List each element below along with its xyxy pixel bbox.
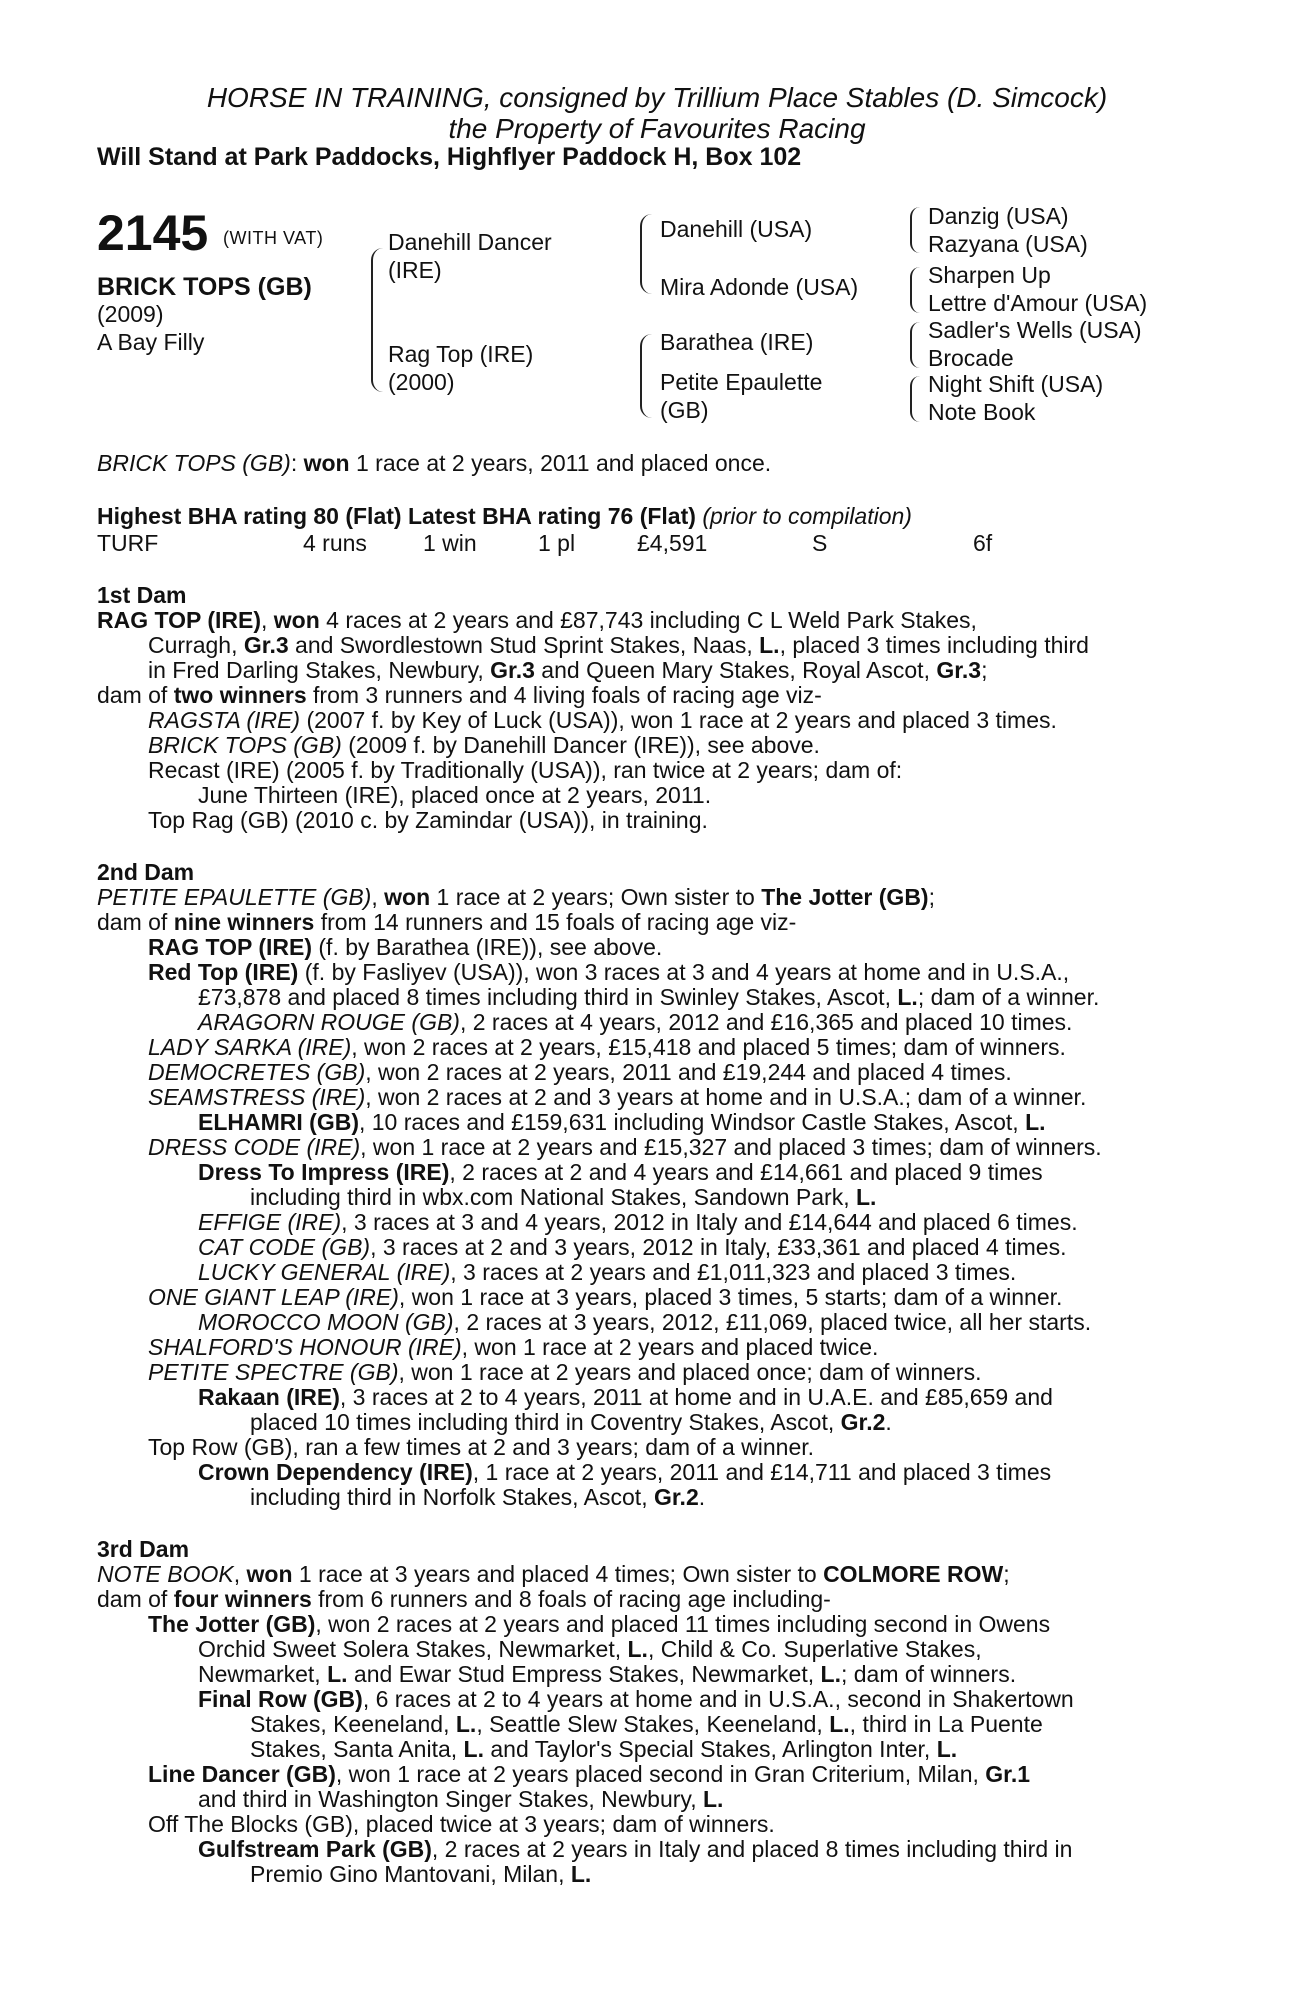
second-dam-line <box>148 1135 1102 1160</box>
second-dam-line: Top Row (GB), ran a few times at 2 and 3 years; dam of a winner. <box>148 1434 815 1460</box>
sister-name-bold: The Jotter (GB) <box>761 884 929 910</box>
first-dam-line <box>148 733 820 758</box>
text: , won 1 race at 2 years and placed once; dam of winners. <box>398 1359 982 1385</box>
grade-bold: Gr.2 <box>840 1409 886 1435</box>
ggd-2: Lettre d'Amour (USA) <box>928 290 1148 316</box>
offspring-name: MOROCCO MOON (GB) <box>198 1309 454 1335</box>
text: , placed 3 times including third <box>779 632 1089 658</box>
offspring-name: ONE GIANT LEAP (IRE) <box>148 1284 399 1310</box>
grade-bold: Gr.3 <box>243 632 289 658</box>
offspring-name: SHALFORD'S HONOUR (IRE) <box>148 1334 462 1360</box>
dam-name: PETITE EPAULETTE (GB) <box>97 884 372 910</box>
location-line: Will Stand at Park Paddocks, Highflyer Paddock H, Box 102 <box>97 143 802 171</box>
winners-bold: nine winners <box>173 909 315 935</box>
summary-text: 1 race at 2 years, 2011 and placed once. <box>349 450 772 476</box>
sire-sire-name: Danehill (USA) <box>660 216 813 242</box>
text: . <box>885 1409 892 1435</box>
turf-surface: TURF <box>97 530 159 556</box>
text: , 2 races at 4 years, 2012 and £16,365 and placed 10 times. <box>459 1009 1073 1035</box>
winners-bold: two winners <box>173 682 307 708</box>
first-dam-heading: 1st Dam <box>97 582 187 608</box>
third-dam-line <box>198 1662 1016 1687</box>
second-dam-line <box>198 1260 1016 1285</box>
offspring-name: DRESS CODE (IRE) <box>148 1134 361 1160</box>
second-dam-line <box>148 1335 878 1360</box>
sister-name-bold: COLMORE ROW <box>823 1561 1004 1587</box>
offspring-name-bold: Dress To Impress (IRE) <box>198 1159 450 1185</box>
text: dam of <box>97 1586 174 1612</box>
ggs-1: Danzig (USA) <box>928 203 1069 229</box>
text: (2007 f. by Key of Luck (USA)), won 1 race at 2 years and placed 3 times. <box>300 707 1057 733</box>
text: ; <box>1003 1561 1010 1587</box>
horse-description: A Bay Filly <box>97 329 205 355</box>
first-dam-line <box>97 608 977 633</box>
ggs-3: Sadler's Wells (USA) <box>928 317 1142 343</box>
text: dam of <box>97 909 174 935</box>
text: 1 race at 3 years and placed 4 times; Own sister to <box>292 1561 824 1587</box>
offspring-name-bold: Final Row (GB) <box>198 1686 363 1712</box>
grade-bold: L. <box>455 1711 477 1737</box>
grade-bold: L. <box>759 632 780 658</box>
second-dam-line <box>250 1485 705 1510</box>
ggd-4: Note Book <box>928 399 1036 425</box>
offspring-name: LUCKY GENERAL (IRE) <box>198 1259 451 1285</box>
offspring-name-bold: Red Top (IRE) <box>148 959 299 985</box>
text: and Queen Mary Stakes, Royal Ascot, <box>534 657 937 683</box>
text: , 1 race at 2 years, 2011 and £14,711 and placed 3 times <box>472 1459 1052 1485</box>
grade-bold: L. <box>327 1661 348 1687</box>
third-dam-heading: 3rd Dam <box>97 1536 190 1562</box>
text: , <box>371 884 385 910</box>
offspring-name: PETITE SPECTRE (GB) <box>148 1359 399 1385</box>
second-dam-line <box>198 1110 1046 1135</box>
text: ; dam of winners. <box>840 1661 1017 1687</box>
third-dam-line: Off The Blocks (GB), placed twice at 3 years; dam of winners. <box>148 1811 775 1837</box>
offspring-name-bold: Crown Dependency (IRE) <box>198 1459 473 1485</box>
vat-label: (WITH VAT) <box>223 228 324 248</box>
grade-bold: L. <box>702 1786 724 1812</box>
text: , won 2 races at 2 years, £15,418 and placed 5 times; dam of winners. <box>351 1034 1066 1060</box>
winners-bold: four winners <box>173 1586 312 1612</box>
offspring-name: CAT CODE (GB) <box>198 1234 371 1260</box>
text: (f. by Barathea (IRE)), see above. <box>312 934 663 960</box>
second-dam-line <box>148 960 1069 985</box>
ggd-3: Brocade <box>928 345 1014 371</box>
text: ; <box>981 657 988 683</box>
offspring-name: SEAMSTRESS (IRE) <box>148 1084 366 1110</box>
first-dam-line <box>148 658 988 683</box>
dam-year: (2000) <box>388 369 455 395</box>
text: , 3 races at 3 and 4 years, 2012 in Italy and £14,644 and placed 6 times. <box>341 1209 1078 1235</box>
text: , 3 races at 2 years and £1,011,323 and placed 3 times. <box>450 1259 1017 1285</box>
second-dam-line <box>198 1160 1043 1185</box>
summary-name: BRICK TOPS (GB) <box>97 450 291 476</box>
turf-wins: 1 win <box>423 530 477 556</box>
second-dam-line <box>198 1010 1072 1035</box>
text: Premio Gino Mantovani, Milan, <box>250 1861 571 1887</box>
grade-bold: L. <box>627 1636 648 1662</box>
first-dam-line: Recast (IRE) (2005 f. by Traditionally (USA)), ran twice at 2 years; dam of: <box>148 757 903 783</box>
pedigree-brace-sire <box>640 214 652 294</box>
text: , 3 races at 2 and 3 years, 2012 in Italy, £33,361 and placed 4 times. <box>370 1234 1067 1260</box>
offspring-name: EFFIGE (IRE) <box>198 1209 342 1235</box>
dam-dam-name: Petite Epaulette <box>660 369 823 395</box>
third-dam-line <box>148 1762 1030 1787</box>
grade-bold: Gr.2 <box>653 1484 699 1510</box>
pedigree-brace-gg2 <box>910 267 920 313</box>
second-dam-line <box>148 935 662 960</box>
second-dam-line <box>198 1310 1091 1335</box>
text: and Ewar Stud Empress Stakes, Newmarket, <box>347 1661 821 1687</box>
first-dam-line: Top Rag (GB) (2010 c. by Zamindar (USA)), in training. <box>148 807 708 833</box>
second-dam-line <box>250 1185 876 1210</box>
text: , Seattle Slew Stakes, Keeneland, <box>476 1711 830 1737</box>
first-dam-line <box>148 633 1089 658</box>
lot-number: 2145 <box>97 205 209 261</box>
second-dam-line <box>198 1385 1053 1410</box>
text: , 2 races at 3 years, 2012, £11,069, placed twice, all her starts. <box>453 1309 1092 1335</box>
text: , 3 races at 2 to 4 years, 2011 at home and in U.A.E. and £85,659 and <box>339 1384 1053 1410</box>
text: in Fred Darling Stakes, Newbury, <box>148 657 491 683</box>
text: , won 2 races at 2 years and placed 11 times including second in Owens <box>315 1611 1051 1637</box>
text: , won 1 race at 3 years, placed 3 times, 5 starts; dam of a winner. <box>398 1284 1063 1310</box>
second-dam-line <box>250 1410 892 1435</box>
second-dam-line <box>148 1360 981 1385</box>
offspring-name: LADY SARKA (IRE) <box>148 1034 352 1060</box>
second-dam-line <box>198 1235 1066 1260</box>
text: from 6 runners and 8 foals of racing age including- <box>311 1586 831 1612</box>
grade-bold: L. <box>936 1736 958 1762</box>
text: , <box>261 607 274 633</box>
second-dam-line <box>198 985 1099 1010</box>
summary-won: won <box>303 450 350 476</box>
text: , <box>233 1561 247 1587</box>
won-bold: won <box>384 884 431 910</box>
text: , Child & Co. Superlative Stakes, <box>647 1636 982 1662</box>
ggd-1: Razyana (USA) <box>928 231 1088 257</box>
race-summary: BRICK TOPS (GB): won 1 race at 2 years, 2011 and placed once. <box>97 450 772 476</box>
dam-dam-origin: (GB) <box>660 397 709 423</box>
rating-line <box>97 502 912 530</box>
text: and Taylor's Special Stakes, Arlington Inter, <box>483 1736 937 1762</box>
won-bold: won <box>273 607 320 633</box>
second-dam-line <box>97 910 796 935</box>
pedigree-brace-gg3 <box>910 322 920 368</box>
third-dam-line <box>97 1562 1010 1587</box>
third-dam-line <box>198 1787 723 1812</box>
text: , third in La Puente <box>849 1711 1043 1737</box>
consignor-line: HORSE IN TRAINING, consigned by Trillium Place Stables (D. Simcock) <box>206 82 1108 113</box>
text: , won 1 race at 2 years and £15,327 and placed 3 times; dam of winners. <box>360 1134 1102 1160</box>
text: , won 1 race at 2 years and placed twice. <box>461 1334 879 1360</box>
sire-origin: (IRE) <box>388 257 442 283</box>
dam-name: Rag Top (IRE) <box>388 341 534 367</box>
text: dam of <box>97 682 174 708</box>
text: , won 2 races at 2 years, 2011 and £19,244 and placed 4 times. <box>365 1059 1012 1085</box>
offspring-name-bold: Gulfstream Park (GB) <box>198 1836 432 1862</box>
third-dam-line <box>250 1862 591 1887</box>
dam-sire-name: Barathea (IRE) <box>660 329 814 355</box>
text: 1 race at 2 years; Own sister to <box>430 884 762 910</box>
grade-bold: L. <box>1025 1109 1046 1135</box>
grade-bold: L. <box>463 1736 484 1762</box>
text: 4 races at 2 years and £87,743 including C L Weld Park Stakes, <box>319 607 977 633</box>
second-dam-line <box>148 1060 1012 1085</box>
text: (f. by Fasliyev (USA)), won 3 races at 3 and 4 years at home and in U.S.A., <box>298 959 1070 985</box>
third-dam-line <box>97 1587 831 1612</box>
third-dam-line <box>250 1712 1043 1737</box>
text: and Swordlestown Stud Sprint Stakes, Naas, <box>288 632 760 658</box>
rating-bold: Highest BHA rating 80 (Flat) Latest BHA rating 76 (Flat) <box>97 503 696 529</box>
grade-bold: Gr.3 <box>936 657 982 683</box>
turf-going: S <box>812 530 828 556</box>
text: , 6 races at 2 to 4 years at home and in U.S.A., second in Shakertown <box>362 1686 1074 1712</box>
second-dam-line <box>148 1285 1062 1310</box>
second-dam-line <box>198 1460 1051 1485</box>
offspring-name: DEMOCRETES (GB) <box>148 1059 366 1085</box>
turf-earnings: £4,591 <box>637 530 708 556</box>
text: , won 2 races at 2 and 3 years at home and in U.S.A.; dam of a winner. <box>365 1084 1087 1110</box>
text: Curragh, <box>148 632 244 658</box>
sire-dam-name: Mira Adonde (USA) <box>660 274 859 300</box>
dam-name: NOTE BOOK <box>97 1561 234 1587</box>
pedigree-brace-main <box>371 248 385 392</box>
offspring-name-bold: Line Dancer (GB) <box>148 1761 336 1787</box>
grade-bold: Gr.3 <box>490 657 535 683</box>
text: from 14 runners and 15 foals of racing age viz- <box>314 909 797 935</box>
second-dam-line <box>198 1210 1078 1235</box>
text: . <box>698 1484 706 1510</box>
grade-bold: L. <box>855 1184 877 1210</box>
sire-name: Danehill Dancer <box>388 229 552 255</box>
second-dam-heading: 2nd Dam <box>97 859 195 885</box>
text: , 2 races at 2 years in Italy and placed 8 times including third in <box>431 1836 1073 1862</box>
third-dam-line <box>148 1612 1050 1637</box>
rating-note: (prior to compilation) <box>702 503 912 529</box>
offspring-name: BRICK TOPS (GB) <box>148 732 342 758</box>
text: Newmarket, <box>198 1661 328 1687</box>
offspring-name-bold: Rakaan (IRE) <box>198 1384 340 1410</box>
grade-bold: Gr.1 <box>985 1761 1031 1787</box>
third-dam-line <box>198 1837 1072 1862</box>
text: including third in Norfolk Stakes, Ascot, <box>250 1484 654 1510</box>
pedigree-brace-gg4 <box>910 376 920 422</box>
text: including third in wbx.com National Stakes, Sandown Park, <box>250 1184 856 1210</box>
third-dam-line <box>198 1637 982 1662</box>
offspring-name-bold: ELHAMRI (GB) <box>198 1109 359 1135</box>
ggs-4: Night Shift (USA) <box>928 371 1104 397</box>
horse-name: BRICK TOPS (GB) <box>97 273 312 301</box>
first-dam-line: June Thirteen (IRE), placed once at 2 years, 2011. <box>198 782 712 808</box>
text: , 2 races at 2 and 4 years and £14,661 and placed 9 times <box>449 1159 1043 1185</box>
first-dam-line <box>148 708 1057 733</box>
text: , 10 races and £159,631 including Windsor Castle Stakes, Ascot, <box>358 1109 1026 1135</box>
turf-places: 1 pl <box>538 530 576 556</box>
property-line: the Property of Favourites Racing <box>448 113 866 144</box>
text: placed 10 times including third in Coventry Stakes, Ascot, <box>250 1409 841 1435</box>
grade-bold: L. <box>570 1861 592 1887</box>
second-dam-line <box>97 885 935 910</box>
text: from 3 runners and 4 living foals of racing age viz- <box>306 682 822 708</box>
second-dam-line <box>148 1035 1066 1060</box>
third-dam-line <box>198 1687 1074 1712</box>
won-bold: won <box>246 1561 293 1587</box>
text: ; <box>928 884 935 910</box>
text: Orchid Sweet Solera Stakes, Newmarket, <box>198 1636 628 1662</box>
text: (2009 f. by Danehill Dancer (IRE)), see above. <box>341 732 820 758</box>
text: and third in Washington Singer Stakes, Newbury, <box>198 1786 703 1812</box>
grade-bold: L. <box>820 1661 841 1687</box>
pedigree-brace-gg1 <box>910 207 920 253</box>
ggs-2: Sharpen Up <box>928 262 1051 288</box>
third-dam-line <box>250 1737 957 1762</box>
text: Stakes, Santa Anita, <box>250 1736 464 1762</box>
first-dam-line <box>97 683 822 708</box>
dam-name-bold: RAG TOP (IRE) <box>97 607 261 633</box>
pedigree-brace-dam <box>640 334 652 418</box>
offspring-name-bold: The Jotter (GB) <box>148 1611 316 1637</box>
second-dam-line <box>148 1085 1086 1110</box>
horse-year: (2009) <box>97 301 164 327</box>
grade-bold: L. <box>897 984 918 1010</box>
offspring-name: RAGSTA (IRE) <box>148 707 301 733</box>
offspring-name: ARAGORN ROUGE (GB) <box>198 1009 460 1035</box>
text: Stakes, Keeneland, <box>250 1711 456 1737</box>
text: , won 1 race at 2 years placed second in Gran Criterium, Milan, <box>335 1761 986 1787</box>
turf-distance: 6f <box>973 530 993 556</box>
turf-runs: 4 runs <box>303 530 367 556</box>
text: ; dam of a winner. <box>917 984 1100 1010</box>
grade-bold: L. <box>829 1711 850 1737</box>
offspring-name-bold: RAG TOP (IRE) <box>148 934 312 960</box>
text: £73,878 and placed 8 times including third in Swinley Stakes, Ascot, <box>198 984 898 1010</box>
